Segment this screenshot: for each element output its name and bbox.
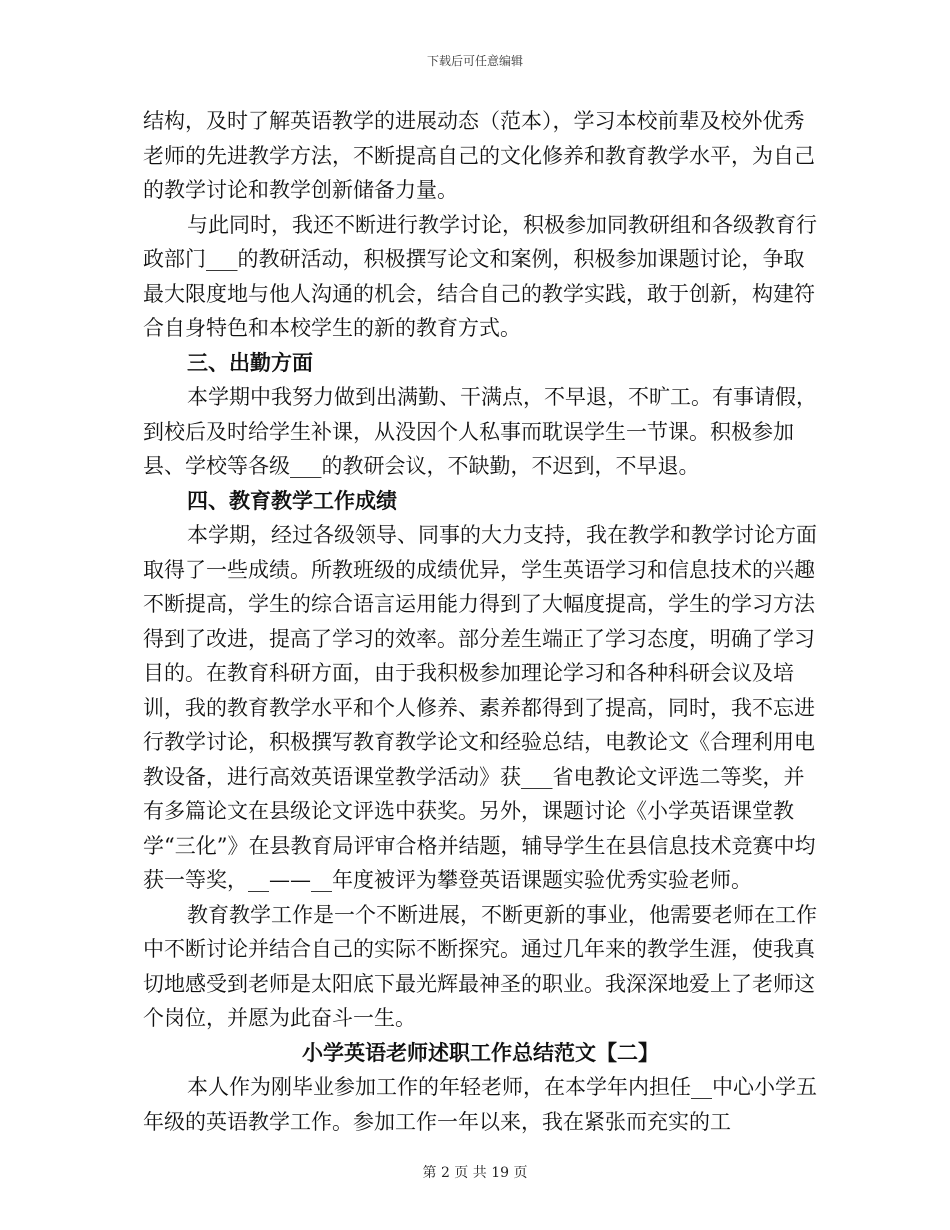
section-heading-achievements: 四、教育教学工作成绩 <box>187 487 397 513</box>
page-number-footer: 第 2 页 共 19 页 <box>422 1165 528 1181</box>
document-body <box>143 104 818 1139</box>
paragraph-2: 与此同时，我还不断进行教学讨论，积极参加同教研组和各级教育行政部门___的教研活动，积极撰写论文和案例，积极参加课题讨论，争取最大限度地与他人沟通的机会，结合自己的教学实践，敢于创新，构建符合自身特色和本校学生的新的教育方式。 <box>143 212 817 340</box>
paragraph-6: 本人作为刚毕业参加工作的年轻老师，在本学年内担任__中心小学五年级的英语教学工作。参加工作一年以来，我在紧张而充实的工 <box>143 1075 817 1134</box>
paragraph-4: 本学期，经过各级领导、同事的大力支持，我在教学和教学讨论方面取得了一些成绩。所教班级的成绩优异，学生英语学习和信息技术的兴趣不断提高，学生的综合语言运用能力得到了大幅度提高，学生的学习方法得到了改进，提高了学习的效率。部分差生端正了学习态度，明确了学习目的。在教育科研方面，由于我积极参加理论学习和各种科研会议及培训，我的教育教学水平和个人修养、素养都得到了提高，同时，我不忘进行教学讨论，积极撰写教育教学论文和经验总结，电教论文《合理利用电教设备，进行高效英语课堂教学活动》获___省电教论文评选二等奖，并有多篇论文在县级论文评选中获奖。另外，课题讨论《小学英语课堂教学“三化”》在县教育局评审合格并结题，辅导学生在县信息技术竞赛中均获一等奖，__——__年度被评为攀登英语课题实验优秀实验老师。 <box>143 523 817 892</box>
section-heading-attendance: 三、出勤方面 <box>187 349 313 375</box>
paragraph-1: 结构，及时了解英语教学的进展动态（范本），学习本校前辈及校外优秀老师的先进教学方法，不断提高自己的文化修养和教育教学水平，为自己的教学讨论和教学创新储备力量。 <box>143 109 815 202</box>
page-header-note: 下载后可任意编辑 <box>426 54 523 68</box>
article-title-2: 小学英语老师述职工作总结范文【二】 <box>302 1039 659 1065</box>
paragraph-5: 教育教学工作是一个不断进展，不断更新的事业，他需要老师在工作中不断讨论并结合自己的实际不断探究。通过几年来的教学生涯，使我真切地感受到老师是太阳底下最光辉最神圣的职业。我深深地爱上了老师这个岗位，并愿为此奋斗一生。 <box>143 902 817 1030</box>
paragraph-3: 本学期中我努力做到出满勤、干满点，不早退，不旷工。有事请假，到校后及时给学生补课，从没因个人私事而耽误学生一节课。积极参加县、学校等各级___的教研会议，不缺勤，不迟到，不早退。 <box>143 385 817 478</box>
